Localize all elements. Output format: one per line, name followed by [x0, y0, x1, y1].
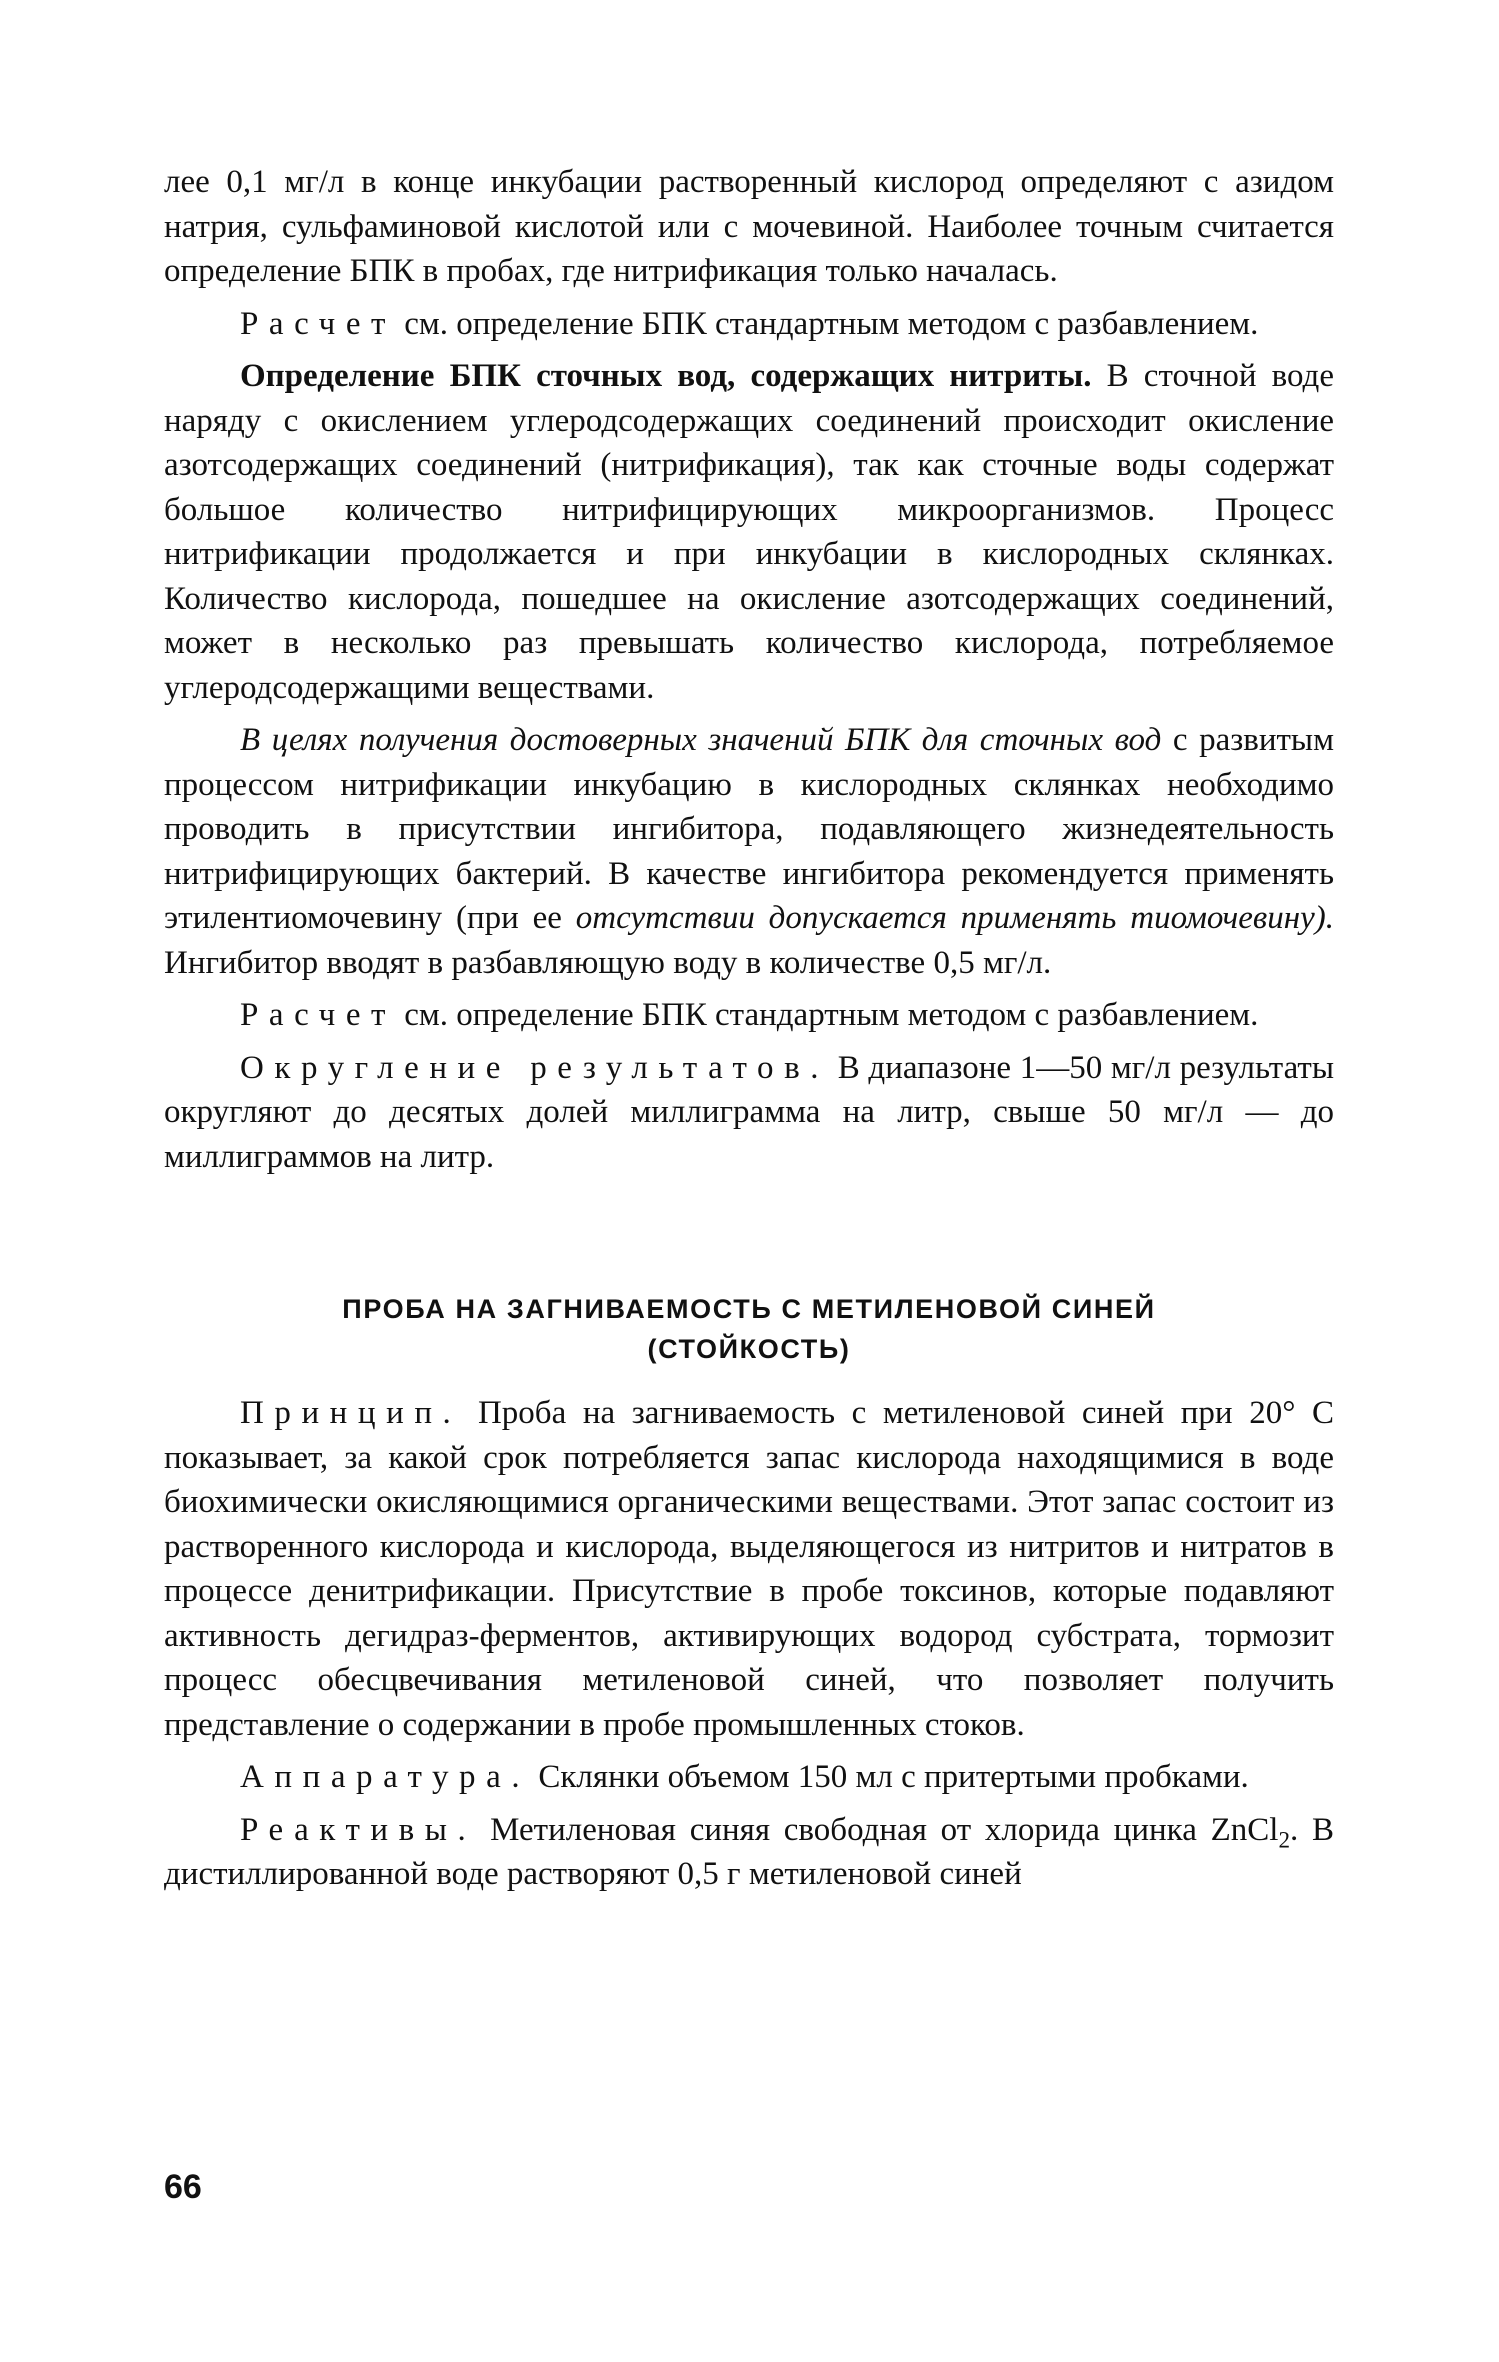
italic-text: отсутствии допускается применять тиомочевину). — [575, 900, 1334, 936]
rounding-label: Округление результатов. — [240, 1049, 830, 1086]
paragraph-text: Метиленовая синяя свободная от хлорида цинка — [476, 1811, 1211, 1848]
paragraph-text: В диапазоне 1—50 мг/л результаты округляют до десятых долей миллиграмма на литр, свыше 50 мг/л — до миллиграммов на литр. — [164, 1049, 1334, 1175]
italic-text: В целях получения достоверных значений БПК для сточных вод — [240, 722, 1162, 758]
section-heading-line-2: (СТОЙКОСТЬ) — [647, 1334, 851, 1364]
page-number: 66 — [164, 2168, 202, 2206]
paragraph-text: В сточной воде наряду с окислением углеродсодержащих соединений происходит окисление азотсодержащих соединений (нитрификация), так как сточные воды содержат большое количество нитрифицирующих микроорганизмов. Процесс нитрификации продолжается и при инкубации в кислородных склянках. Количество кислорода, пошедшее на окисление азотсодержащих соединений, может в несколько раз превышать количество кислорода, потребляемое углеродсодержащими веществами. — [164, 358, 1334, 706]
nitrite-bod-title: Определение БПК сточных вод, содержащих нитриты. — [240, 358, 1092, 394]
paragraph-principle — [164, 1391, 1334, 1747]
paragraph-text: Проба на загниваемость с метиленовой синей при 20° С показывает, за какой срок потребляется запас кислорода находящимися в воде биохимически окисляющимися органическими веществами. Этот запас состоит из растворенного кислорода и кислорода, выделяющегося из нитритов и нитратов в процессе денитрификации. Присутствие в пробе токсинов, которые подавляют активность дегидраз-ферментов, активирующих водород субстрата, тормозит процесс обесцвечивания метиленовой синей, что позволяет получить представление о содержании в пробе промышленных стоков. — [164, 1395, 1334, 1743]
paragraph-text: лее 0,1 мг/л в конце инкубации растворенный кислород определяют с азидом натрия, сульфаминовой кислотой или с мочевиной. Наиболее точным считается определение БПК в пробах, где нитрификация только началась. — [164, 164, 1334, 289]
section-heading-line-1: ПРОБА НА ЗАГНИВАЕМОСТЬ С МЕТИЛЕНОВОЙ СИНЕЙ — [342, 1294, 1156, 1324]
paragraph-text: см. определение БПК стандартным методом с разбавлением. — [396, 305, 1259, 342]
paragraph-rounding — [164, 1046, 1334, 1180]
paragraph-text: Склянки объемом 150 мл с притертыми пробками. — [530, 1759, 1249, 1795]
calculation-label: Расчет — [240, 305, 397, 342]
apparatus-label: Аппаратура. — [240, 1759, 531, 1795]
paragraph-incubation-end — [164, 160, 1334, 294]
paragraph-text: Ингибитор вводят в разбавляющую воду в количестве 0,5 мг/л. — [164, 944, 1052, 981]
zinc-chloride-formula: ZnCl$_2$ — [1210, 1811, 1290, 1853]
reagents-label: Реактивы. — [240, 1811, 477, 1848]
paragraph-text: см. определение БПК стандартным методом с разбавлением. — [396, 997, 1259, 1033]
paragraph-apparatus — [164, 1755, 1334, 1800]
page-content — [164, 160, 1334, 1897]
paragraph-text: . В дистиллированной воде растворяют 0,5 г метиленовой синей — [164, 1811, 1334, 1892]
paragraph-inhibitor — [164, 718, 1334, 985]
paragraph-reagents — [164, 1808, 1334, 1897]
paragraph-calculation-1 — [164, 302, 1334, 347]
section-heading — [164, 1289, 1334, 1369]
paragraph-calculation-2 — [164, 993, 1334, 1038]
calculation-label: Расчет — [240, 997, 397, 1033]
principle-label: Принцип. — [240, 1395, 462, 1431]
paragraph-text: с развитым процессом нитрификации инкубацию в кислородных склянках необходимо проводить в присутствии ингибитора, подавляющего жизнедеятельность нитрифицирующих бактерий. В качестве ингибитора рекомендуется применять этилентиомочевину (при ее — [164, 722, 1334, 936]
paragraph-nitrite-bod — [164, 354, 1334, 710]
